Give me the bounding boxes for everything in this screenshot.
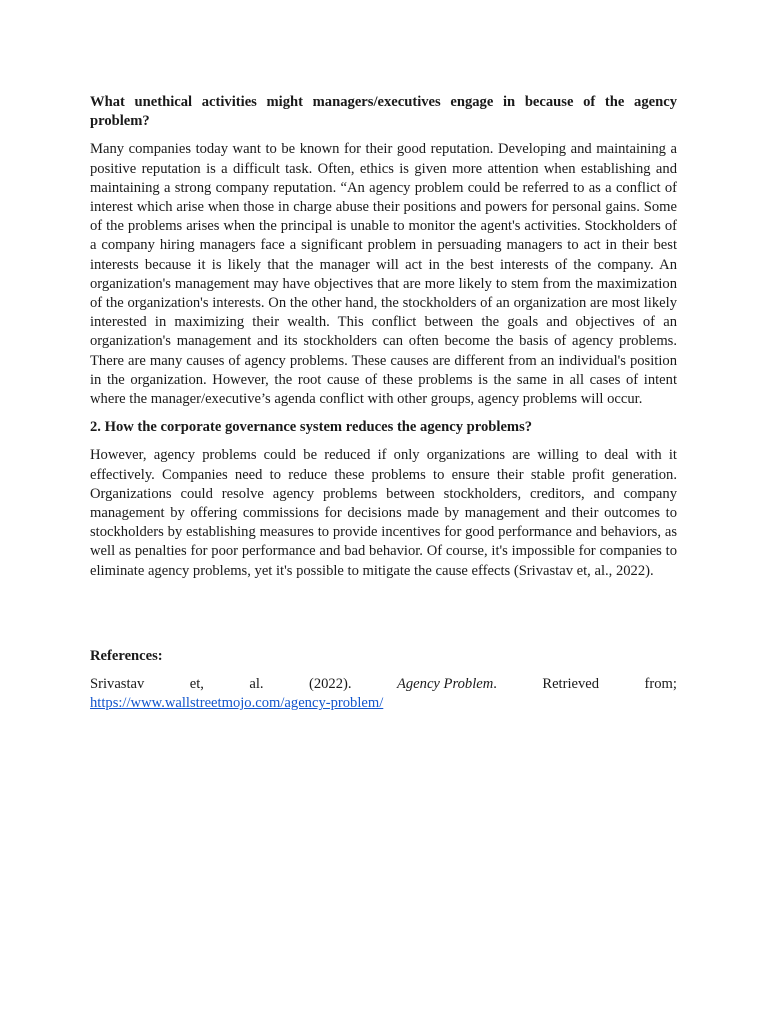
- references-heading: References:: [90, 647, 163, 664]
- reference-title: Agency Problem: [396, 676, 494, 693]
- reference-retrieved: Retrieved: [542, 676, 600, 693]
- reference-url[interactable]: https://www.wallstreetmojo.com/agency-problem/: [90, 695, 384, 712]
- question-1-heading: What unethical activities might managers/executives engage in because of the agency problem?: [90, 94, 677, 130]
- question-2-answer: However, agency problems could be reduced if only organizations are willing to deal with it effectively. Companies need to reduce these problems to ensure their stable profit generation. Organizations could resolve agency problems between stockholders, creditors, and company management by offering commissions for decisions made by management and their outcomes to stockholders by establishing measures to provide incentives for good performance and behaviors, as well as penalties for poor performance and bad behavior. Of course, it's impossible for companies to eliminate agency problems, yet it's possible to mitigate the cause effects (Srivastav et, al., 2022).: [90, 447, 677, 579]
- reference-title-group: [397, 675, 497, 694]
- document-page: [90, 93, 677, 713]
- reference-author: Srivastav: [90, 676, 145, 693]
- reference-from: from;: [644, 676, 677, 693]
- reference-title-suffix: .: [493, 676, 497, 693]
- question-1-answer: Many companies today want to be known for their good reputation. Developing and maintaining a positive reputation is a difficult task. Often, ethics is given more attention when establishing and maintaining a strong company reputation. “An agency problem could be referred to as a conflict of interest which arise when those in charge abuse their positions and powers for personal gains. Some of the problems arises when the principal is unable to monitor the agent's activities. Stockholders of a company hiring managers face a significant problem in persuading managers to act in their best interests because it is likely that the manager will act in the best interests of the company. An organization's management may have objectives that are more likely to stem from the maximization of the organization's interests. On the other hand, the stockholders of an organization are most likely interested in maximizing their wealth. This conflict between the goals and objectives of an organization's management and its stockholders can often become the basis of agency problems. There are many causes of agency problems. These causes are different from an individual's position in the organization. However, the root cause of these problems is the same in all cases of intent where the manager/executive’s agenda conflict with other groups, agency problems will occur.: [90, 141, 677, 408]
- reference-al: al.: [249, 676, 264, 693]
- reference-entry: [90, 675, 677, 694]
- blank-space: [90, 590, 677, 647]
- reference-year: (2022).: [308, 676, 352, 693]
- reference-et: et,: [189, 676, 204, 693]
- reference-link[interactable]: [90, 694, 677, 713]
- question-2-heading: 2. How the corporate governance system reduces the agency problems?: [90, 419, 533, 436]
